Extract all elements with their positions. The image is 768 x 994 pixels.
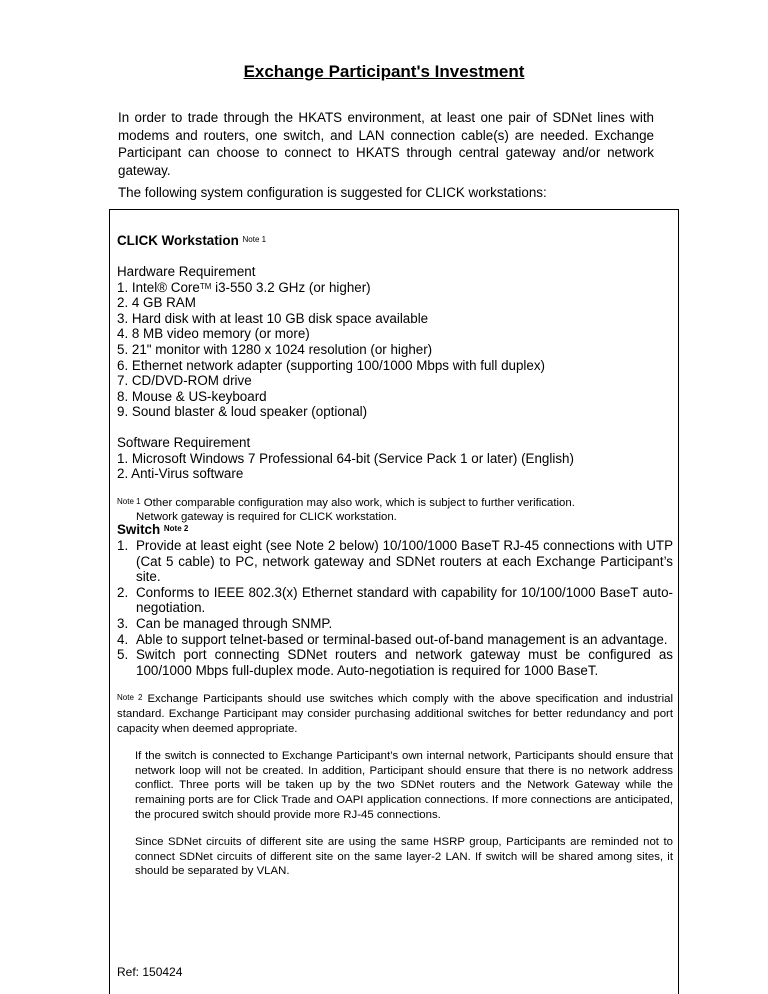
hardware-item: 1. Intel® Core™ i3-550 3.2 GHz (or higher) — [117, 279, 371, 295]
intro-paragraph: In order to trade through the HKATS environment, at least one pair of SDNet lines with modems and routers, one switch, and LAN connection cable(s) are needed. Exchange Participant can choose to connect to HKATS through central gateway and/or network gateway. — [118, 110, 654, 178]
switch-paragraph: If the switch is connected to Exchange Participant’s own internal network, Participants should ensure that network loop will not be created. In addition, Participant should ensure that there is no network address conflict. Three ports will be taken up by the two SDNet routers and the Network Gateway while the remaining ports are for Click Trade and OAPI application connections. If more connections are anticipated, the procured switch should provide more RJ-45 connections. — [135, 750, 673, 821]
hardware-item: 3. Hard disk with at least 10 GB disk space available — [117, 310, 429, 326]
switch-heading: Switch — [117, 522, 161, 537]
switch-section — [117, 521, 673, 879]
software-title: Software Requirement — [117, 434, 251, 450]
switch-paragraph: Since SDNet circuits of different site are using the same HSRP group, Participants are reminded not to connect SDNet circuits of different site on the same layer-2 LAN. If switch will be shared among sites, it should be separated by VLAN. — [135, 836, 673, 878]
software-item: 1. Microsoft Windows 7 Professional 64-bit (Service Pack 1 or later) (English) — [117, 450, 574, 466]
note-label: Note 1 — [117, 496, 141, 506]
workstation-note: $^{Note 1}$ Other comparable configuration may also work, which is subject to further verification. Network gateway is required for CLICK workstation. — [117, 496, 575, 524]
hardware-item: 8. Mouse & US-keyboard — [117, 388, 267, 404]
list-item: 3. Can be managed through SNMP. — [117, 615, 333, 631]
note-label: Note 2 — [117, 693, 143, 703]
hardware-title: Hardware Requirement — [117, 264, 256, 279]
hardware-item: 6. Ethernet network adapter (supporting 100/1000 Mbps with full duplex) — [117, 357, 546, 373]
workstation-note-ref: Note 1 — [242, 235, 267, 244]
hardware-list — [117, 264, 673, 420]
list-item: 4. Able to support telnet-based or terminal-based out-of-band management is an advantage. — [117, 631, 668, 647]
hardware-item: 7. CD/DVD-ROM drive — [117, 373, 252, 389]
workstation-heading: CLICK Workstation — [117, 233, 239, 248]
config-intro: The following system configuration is suggested for CLICK workstations: — [118, 185, 547, 200]
switch-requirements — [117, 538, 673, 678]
reference-number: Ref: 150424 — [117, 965, 183, 979]
software-item: 2. Anti-Virus software — [117, 466, 244, 482]
software-list — [117, 435, 673, 482]
hardware-item: 9. Sound blaster & loud speaker (optional) — [117, 404, 368, 420]
switch-note: $^{Note 2}$ Exchange Participants should use switches which comply with the above specification and industrial standard. Exchange Participant may consider purchasing additional switches for better redundancy and port capacity when deemed appropriate. — [117, 693, 673, 735]
hardware-item: 2. 4 GB RAM — [117, 295, 196, 311]
page-title: Exchange Participant's Investment — [243, 62, 525, 81]
workstation-section — [117, 232, 673, 525]
hardware-item: 5. 21" monitor with 1280 x 1024 resolution (or higher) — [117, 341, 433, 357]
list-item: 5. Switch port connecting SDNet routers and network gateway must be configured as 100/1000 Mbps full-duplex mode. Auto-negotiation is required for 1000 BaseT. — [117, 647, 673, 678]
switch-note-ref: Note 2 — [163, 524, 189, 533]
hardware-item: 4. 8 MB video memory (or more) — [117, 326, 310, 342]
list-item: 2. Conforms to IEEE 802.3(x) Ethernet standard with capability for 10/100/1000 BaseT auto-negotiation. — [117, 584, 673, 616]
list-item: 1. Provide at least eight (see Note 2 below) 10/100/1000 BaseT RJ-45 connections with UTP (Cat 5 cable) to PC, network gateway and SDNet routers at each Exchange Participant’s site. — [117, 538, 673, 585]
